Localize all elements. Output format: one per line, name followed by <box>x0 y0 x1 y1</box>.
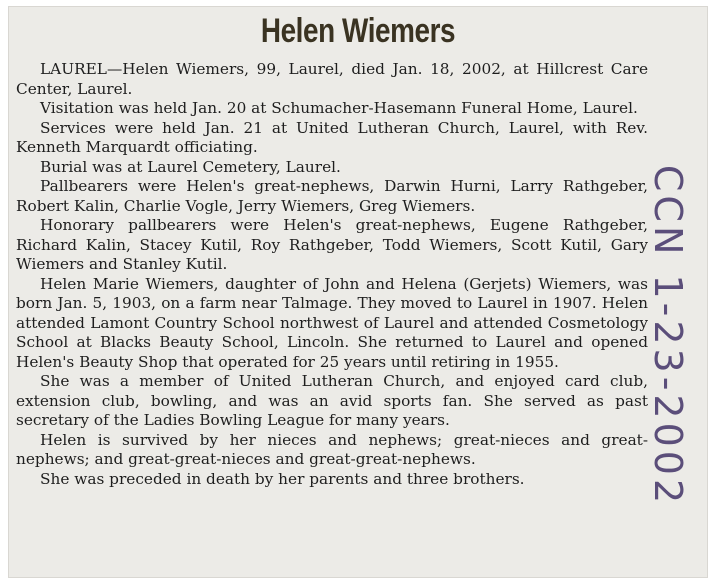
paragraph-activities: She was a member of United Lutheran Church, and enjoyed card club, extension club, bowling, and was an avid sports fan. She served as past secretary of the Ladies Bowling League for many years. <box>16 372 648 429</box>
handwritten-note-text: CCN 1-23-2002 <box>646 164 690 508</box>
newspaper-clipping <box>8 6 708 578</box>
paragraph-honorary-pallbearers: Honorary pallbearers were Helen's great-nephews, Eugene Rathgeber, Richard Kalin, Stacey Kutil, Roy Rathgeber, Todd Wiemers, Scott Kutil, Gary Wiemers and Stanley Kutil. <box>16 216 648 273</box>
paragraph-biography: Helen Marie Wiemers, daughter of John and Helena (Gerjets) Wiemers, was born Jan. 5, 1903, on a farm near Talmage. They moved to Laurel in 1907. Helen attended Lamont Country School northwest of Laurel and attended Cosmetology School at Blacks Beauty School, Lincoln. She returned to Laurel and opened Helen's Beauty Shop that operated for 25 years until retiring in 1955. <box>16 274 648 371</box>
paragraph-preceded-in-death: She was preceded in death by her parents and three brothers. <box>40 469 525 488</box>
obituary-headline: Helen Wiemers <box>260 12 456 50</box>
handwritten-date-note <box>640 164 696 508</box>
paragraph-burial: Burial was at Laurel Cemetery, Laurel. <box>40 157 341 176</box>
paragraph-visitation: Visitation was held Jan. 20 at Schumacher-Hasemann Funeral Home, Laurel. <box>40 99 638 117</box>
paragraph-services: Services were held Jan. 21 at United Lutheran Church, Laurel, with Rev. Kenneth Marquardt officiating. <box>16 118 648 156</box>
paragraph-pallbearers: Pallbearers were Helen's great-nephews, Darwin Hurni, Larry Rathgeber, Robert Kalin, Charlie Vogle, Jerry Wiemers, Greg Wiemers. <box>16 177 648 215</box>
paragraph-death-notice: LAUREL—Helen Wiemers, 99, Laurel, died Jan. 18, 2002, at Hillcrest Care Center, Laurel. <box>16 60 648 98</box>
paragraph-survivors: Helen is survived by her nieces and nephews; great-nieces and great-nephews; and great-great-nieces and great-great-nephews. <box>16 430 648 468</box>
obituary-body <box>16 60 648 489</box>
